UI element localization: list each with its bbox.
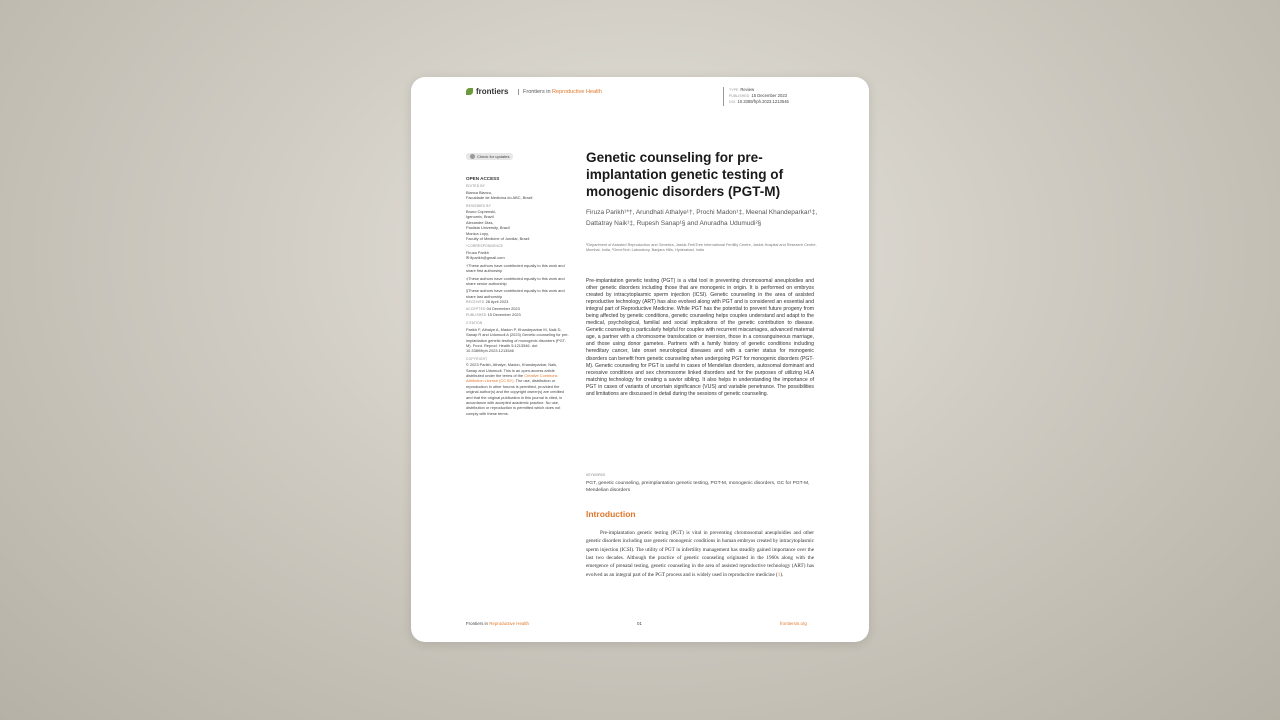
check-for-updates-button[interactable]: Check for updates xyxy=(466,153,513,160)
keywords: PGT, genetic counseling, preimplantation genetic testing, PGT-M, monogenic disorders, GC for PGT-M, Mendelian disorders xyxy=(586,481,810,493)
pdf-page xyxy=(411,77,869,642)
keywords-label: KEYWORDS xyxy=(586,473,606,477)
introduction-text: Pre-implantation genetic testing (PGT) is vital in preventing chromosomal aneuploidies and other genetic disorders including rare genetic monogenic conditions in human embryos created by intracytoplasmic sperm injection (ICSI). The utility of PGT in infertility management has steadily gained importance over the last two decades. Although the practice of genetic counseling originated in the 1960s along with the emergence of prenatal testing, genetic counseling in the area of assisted reproductive technology (ART) has evolved as an integral part of the PGT process and is widely used in reproductive medicine (1). xyxy=(586,530,814,578)
introduction-heading: Introduction xyxy=(586,509,636,519)
footer-journal: Frontiers in Reproductive Health xyxy=(466,621,529,626)
reference-link[interactable]: 1 xyxy=(777,571,781,578)
copyright-text: © 2023 Parikh, Athalye, Madon, Khandeparkar, Naik, Sanap and Udumudi. This is an open-access article distributed under the terms of the Creative Commons Attribution License (CC BY). The use, distribution or reproduction in other forums is permitted, provided the original author(s) and the copyright owner(s) are credited and that the original publication in this journal is cited, in accordance with accepted academic practice. No use, distribution or reproduction is permitted which does not comply with these terms. xyxy=(466,362,564,416)
citation-text: Parikh F, Athalye A, Madon P, Khandeparkar M, Naik D, Sanap R and Udumudi A (2023) Genetic counseling for pre-implantation genetic testing of monogenic disorders (PGT-M). Front. Reprod. Health 5:1213546. doi: 10.3389/frph.2023.1213546 xyxy=(466,326,569,354)
article-title: Genetic counseling for pre-implantation genetic testing of monogenic disorders (PGT-M) xyxy=(586,150,784,199)
open-access-label: OPEN ACCESS xyxy=(466,176,500,181)
update-icon xyxy=(470,154,475,159)
author-list: Firuza Parikh¹*†, Arundhati Athalye¹†, Prochi Madon¹‡, Meenal Khandeparkar¹‡, Dattatray Naik¹‡, Rupesh Sanap¹§ and Anuradha Udumudi²§ xyxy=(586,209,818,227)
affiliations: ¹Department of Assisted Reproduction and Genetics, Jaslok-FertiTree International Fertility Centre, Jaslok Hospital and Research Centre, Mumbai, India, ²GeneTech Laboratory, Banjara Hills, Hyderabad, India xyxy=(586,243,817,253)
sidebar-info: OPEN ACCESS EDITED BY Bianca Bianco, Faculdade de Medicina do ABC, Brazil REVIEWED BY Bruno Coprenski, Igenomix, Brazil Alexandre Dias, Paulista University, Brazil Monica Lopy, Faculty of Medicine of Jundiaí, Brazil *CORRESPONDENCE Firuza Parikh ✉ fiparikh@gmail.com †These authors have contributed equally to this work and share first authorship ‡These authors have contributed equally to this work and share senior authorship §These authors have contributed equally to this work and share last authorship RECEIVED 28 April 2023 ACCEPTED 04 December 2023 PUBLISHED 15 December 2023 CITATION Parikh F, Athalye A, Madon P, Khandeparkar M, Naik D, Sanap R and Udumudi A (2023) Genetic counseling for pre-implantation genetic testing of monogenic disorders (PGT-M). Front. Reprod. Health 5:1213546. doi: 10.3389/frph.2023.1213546 COPYRIGHT © 2023 Parikh, Athalye, Madon, Khandeparkar, Naik, Sanap and Udumudi. This is an open-access article distributed under the terms of the Creative Commons Attribution License (CC BY). The use, distribution or reproduction in other forums is permitted, provided the original author(s) and the copyright owner(s) are credited and that the original publication in this journal is cited, in accordance with accepted academic practice. No use, distribution or reproduction is permitted which does not comply with these terms. xyxy=(466,176,569,416)
journal-name: Frontiers in Reproductive Health xyxy=(518,89,602,95)
email-link[interactable]: ✉ fiparikh@gmail.com xyxy=(466,255,505,261)
site-link[interactable]: frontiersin.org xyxy=(780,621,807,626)
doi-link[interactable]: 10.3389/frph.2023.1213546 xyxy=(737,99,789,105)
frontiers-logo[interactable]: frontiers xyxy=(466,87,508,96)
page-number: 01 xyxy=(637,621,642,626)
abstract: Pre-implantation genetic testing (PGT) is a vital tool in preventing chromosomal aneuploidies and other genetic disorders including those that are monogenic in origin. It is performed on embryos created by intracytoplasmic sperm injection (ICSI). Genetic counseling in the area of assisted reproductive technology (ART) has also evolved along with PGT and is considered an essential and integral part of Reproductive Medicine. While PGT has the potential to prevent future progeny from being affected by genetic conditions, genetic counseling helps couples understand and adapt to the medical, psychological, familial and social implications of the genetic contribution to disease. Genetic counseling is particularly helpful for couples with recurrent miscarriages, advanced maternal age, a partner with a chromosome translocation or inversion, those in a consanguineous marriage, and those using donor gametes. Partners with a family history of genetic conditions including hereditary cancer, late onset neurological diseases and with a carrier status for monogenic disorders can benefit from genetic counseling when undergoing PGT for monogenic disorders (PGT-M). Genetic counseling for PGT is useful in cases of Mendelian disorders, autosomal dominant and recessive conditions and sex chromosome linked disorders and for the purposes of utilizing HLA matching technology for creating a savior sibling. It also helps in understanding the importance of PGT in cases of variants of uncertain significance (VUS) and variable penetrance. The possibilities and limitations are discussed in detail during the sessions of genetic counseling. xyxy=(586,278,815,397)
license-link[interactable]: Creative Commons Attribution License (CC BY) xyxy=(466,373,558,384)
article-meta: TYPE Review PUBLISHED 15 December 2023 DOI 10.3389/frph.2023.1213546 xyxy=(723,87,789,106)
frontiers-leaf-icon xyxy=(466,88,473,95)
